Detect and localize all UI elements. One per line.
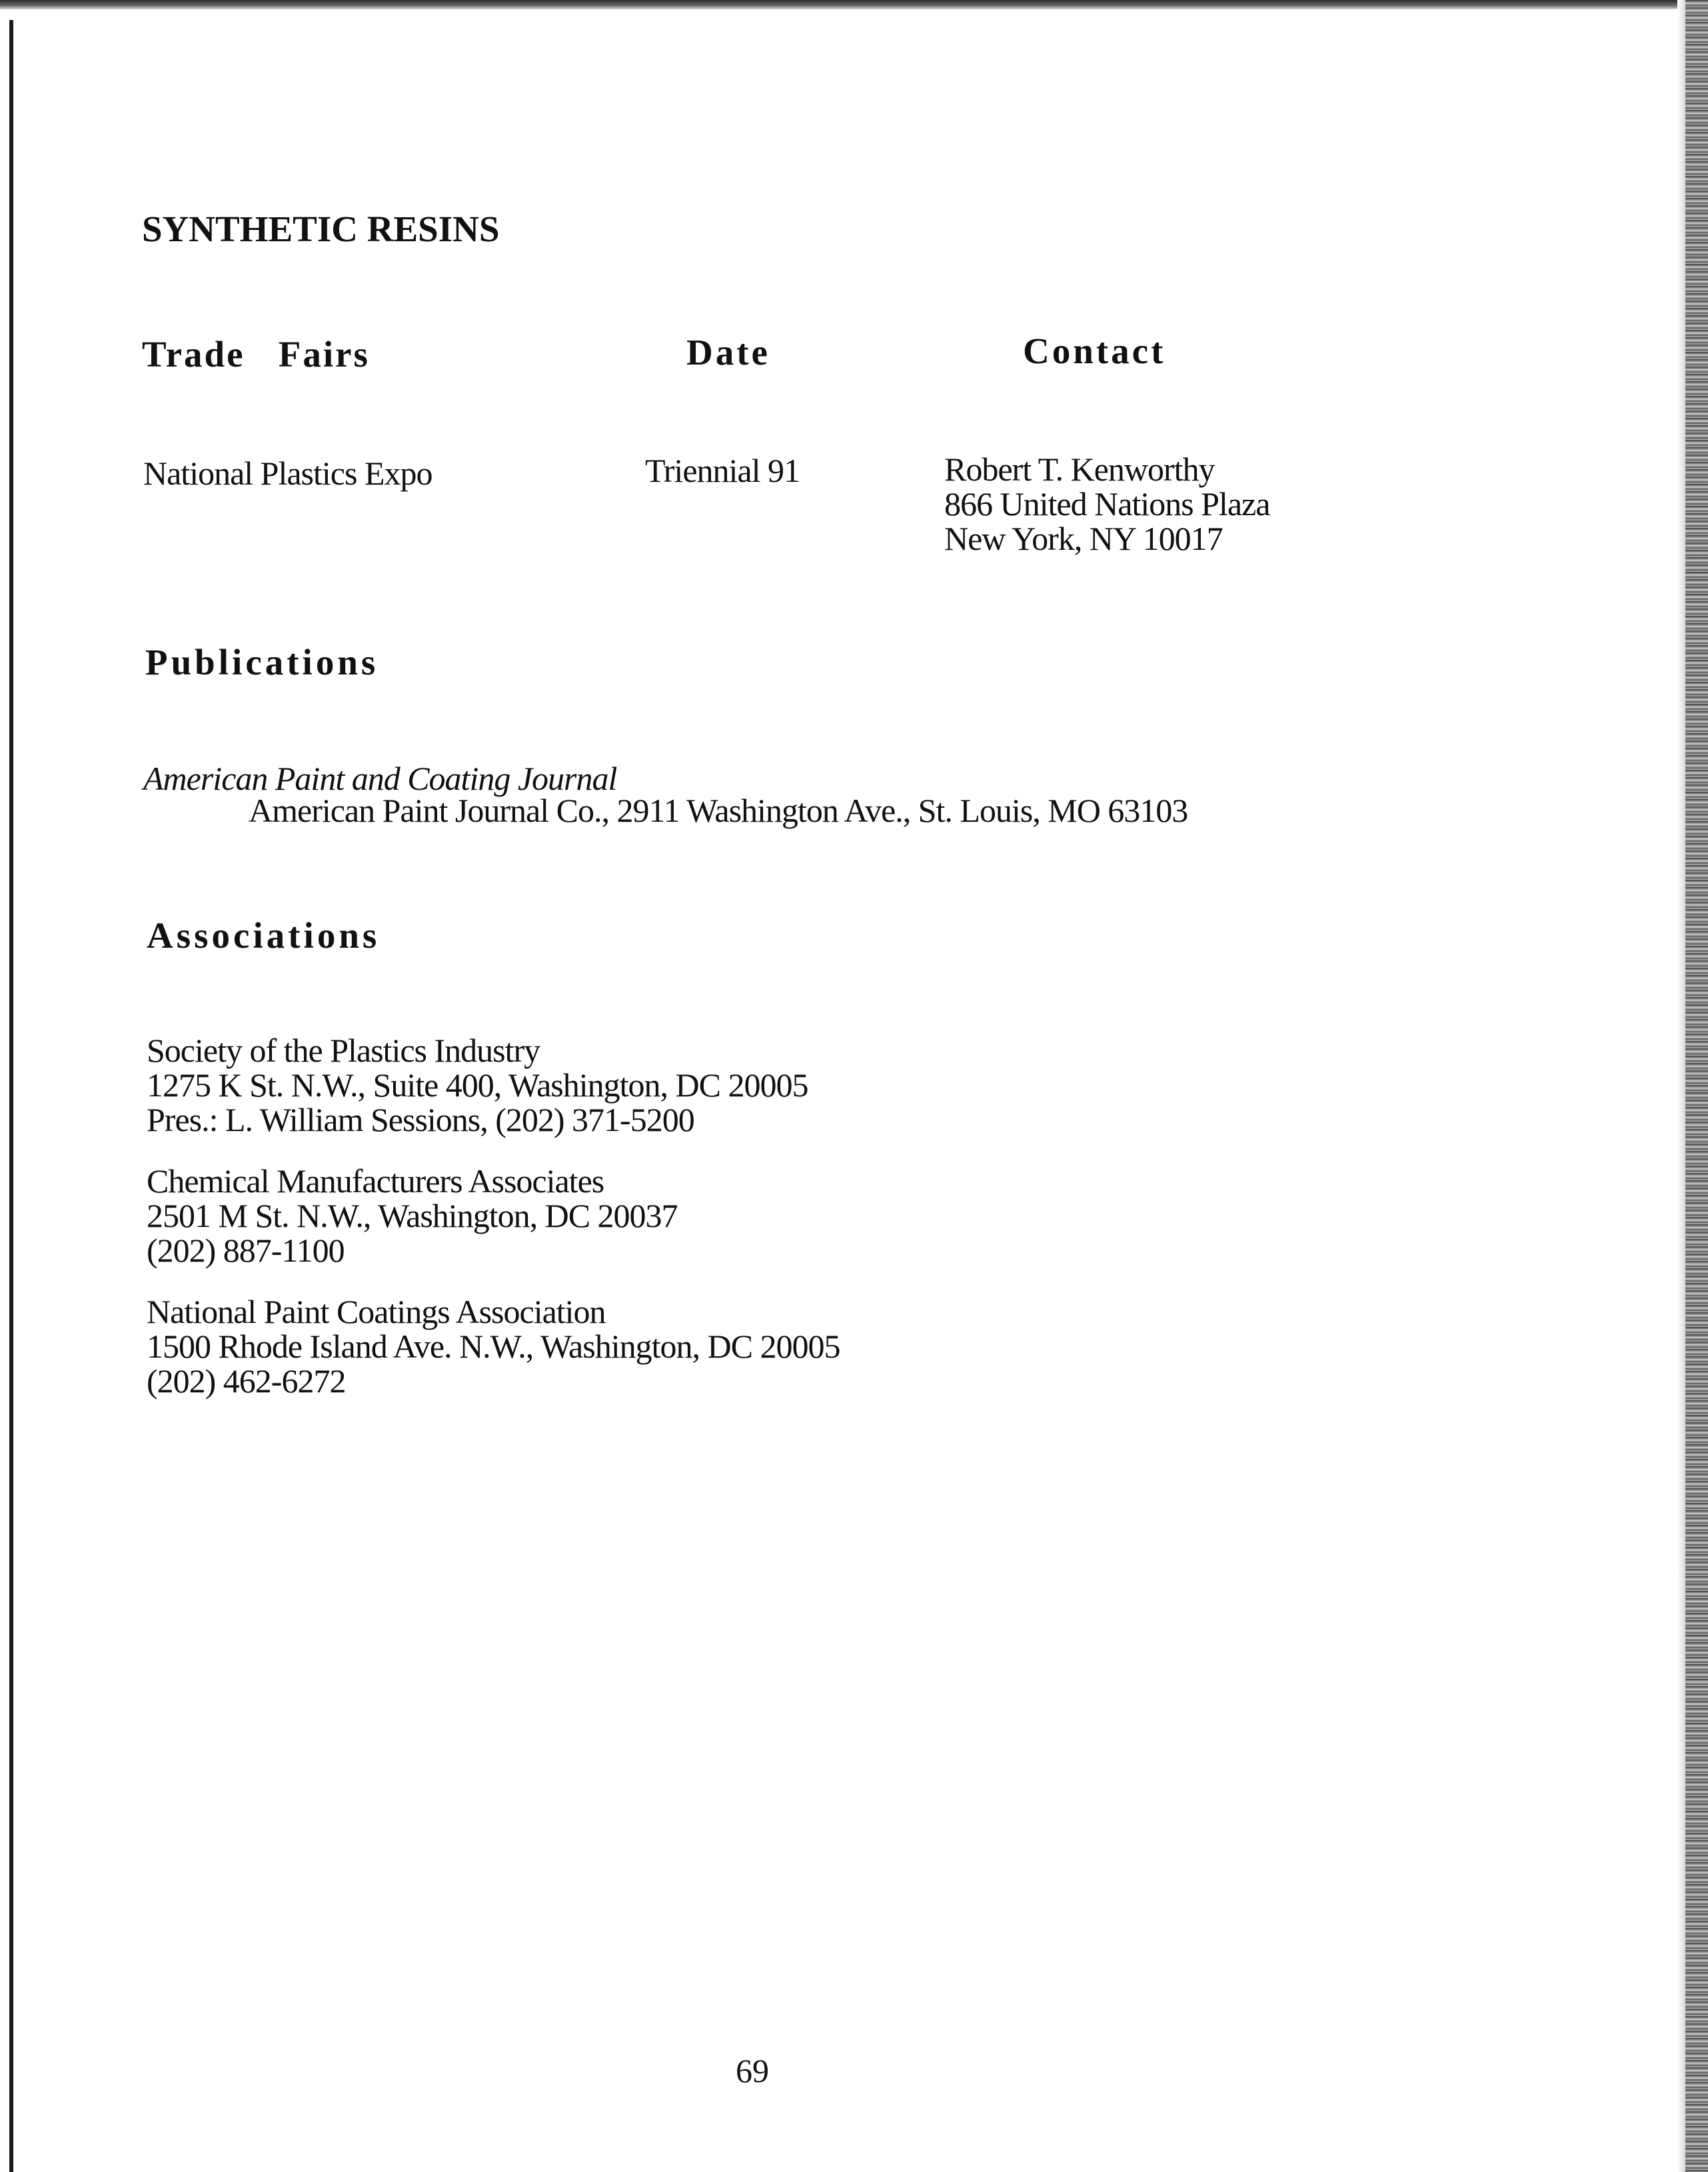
association-contact: (202) 462-6272: [147, 1362, 346, 1400]
trade-fair-date: Triennial 91: [645, 452, 800, 489]
association-entry: [147, 1164, 678, 1268]
trade-fair-name: National Plastics Expo: [143, 455, 432, 492]
header-trade-fairs: Trade Fairs: [142, 334, 370, 375]
trade-fair-contact: [944, 452, 1270, 556]
association-entry: [147, 1294, 840, 1398]
association-address: 2501 M St. N.W., Washington, DC 20037: [147, 1197, 678, 1234]
association-address: 1275 K St. N.W., Suite 400, Washington, DC 20005: [147, 1066, 808, 1104]
association-contact: (202) 887-1100: [147, 1232, 345, 1269]
contact-line: Robert T. Kenworthy: [944, 451, 1215, 488]
associations-heading: Associations: [147, 915, 381, 956]
page-title: SYNTHETIC RESINS: [142, 209, 500, 249]
association-contact: Pres.: L. William Sessions, (202) 371-5200: [147, 1101, 694, 1138]
header-contact: Contact: [1023, 331, 1166, 371]
contact-line: New York, NY 10017: [944, 520, 1223, 557]
publication-detail: American Paint Journal Co., 2911 Washington Ave., St. Louis, MO 63103: [249, 792, 1188, 829]
contact-line: 866 United Nations Plaza: [944, 485, 1270, 523]
scan-edge-right: [1685, 0, 1708, 2172]
header-date: Date: [686, 332, 770, 373]
association-name: National Paint Coatings Association: [147, 1293, 606, 1330]
association-name: Chemical Manufacturers Associates: [147, 1162, 604, 1200]
publications-heading: Publications: [145, 642, 379, 682]
association-address: 1500 Rhode Island Ave. N.W., Washington, DC 20005: [147, 1328, 840, 1365]
scan-edge-top: [0, 0, 1708, 9]
association-entry: [147, 1033, 808, 1137]
scan-shadow-right: [1677, 0, 1685, 2172]
page-number: 69: [736, 2052, 769, 2089]
association-name: Society of the Plastics Industry: [147, 1032, 540, 1069]
scan-edge-left: [9, 20, 13, 2172]
publication-title: American Paint and Coating Journal: [143, 760, 617, 797]
